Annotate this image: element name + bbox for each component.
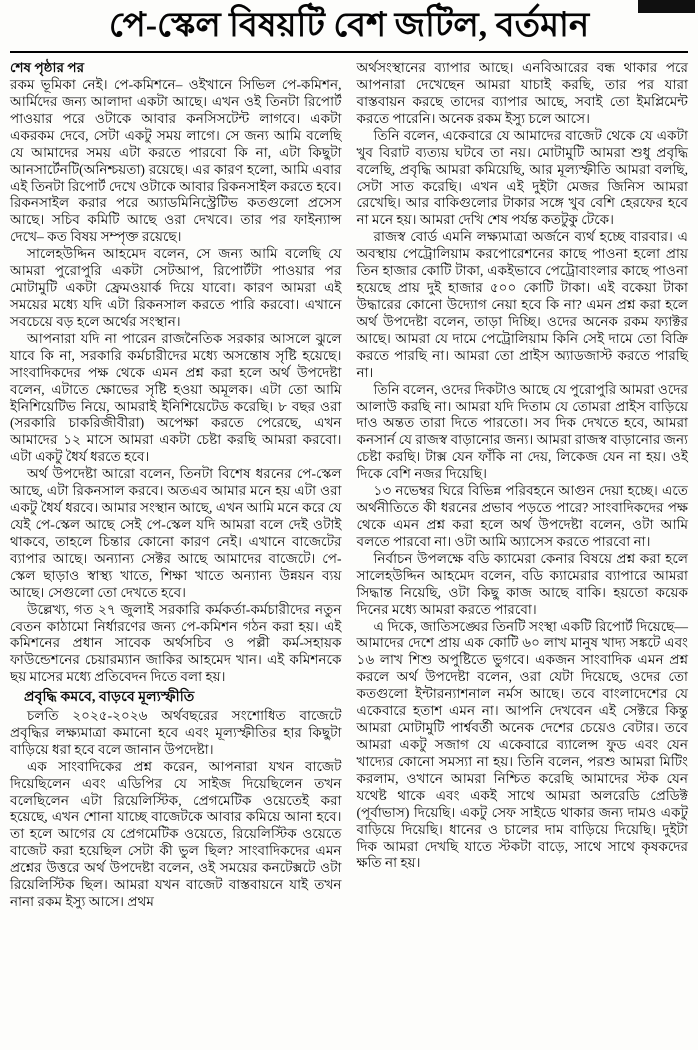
paragraph: রাজস্ব বোর্ড এমনি লক্ষ্যমাত্রা অর্জনে ব্যর্থ হচ্ছে বারবার। এ অবস্থায় পেট্রোলিয়াম করপোরেশনের কাছে পাওনা হলো প্রায় তিন হাজার কোটি টাকা, একইভাবে পেট্রোবাংলার কাছে পাওনা হয়েছে প্রায় দুই হাজার ৫০০ কোটি টাকা। এই বকেয়া টাকা উদ্ধারের কোনো উদ্যোগ নেয়া হবে কি না? এমন প্রশ্ন করা হলে অর্থ উপদেষ্টা বলেন, তাড়া দিচ্ছি। ওদের অনেক রকম ফ্যাক্টর আছে। আমরা যে দামে পেট্রোলিয়াম কিনি সেই দামে তো বিক্রি করতে পারছি না। আমরা তো প্রাইস অ্যাডজাস্ট করতে পারছি না। bbox=[356, 229, 688, 380]
article-body bbox=[10, 60, 688, 911]
section-subhead: প্রবৃদ্ধি কমবে, বাড়বে মূল্যস্ফীতি bbox=[24, 689, 195, 706]
paragraph: তিনি বলেন, ওদের দিকটাও আছে যে পুরোপুরি আমরা ওদের আলাউ করছি না। আমরা যদি দিতাম যে তোমরা প্রাইস বাড়িয়ে দাও অন্তত তারা দিতে পারতো। সব দিক দেখতে হবে, আমরা কনসার্ন যে রাজস্ব বাড়ানোর জন্য। আমরা রাজস্ব বাড়ানোর জন্য চেষ্টা করছি। টাক্স যেন ফাঁকি না দেয়, লিকেজ যেন না হয়। ওই দিকে বেশি নজর দিয়েছি। bbox=[356, 381, 688, 482]
masthead bbox=[10, 6, 688, 46]
left-column bbox=[10, 60, 342, 911]
paragraph: আপনারা যদি না পারেন রাজনৈতিক সরকার আসলে ঝুলে যাবে কি না, সরকারি কর্মচারীদের মধ্যে অসন্তোষ সৃষ্টি হয়েছে। সাংবাদিকদের পক্ষ থেকে এমন প্রশ্ন করা হলে অর্থ উপদেষ্টা বলেন, এটাতে ক্ষোভের সৃষ্টি হওয়া অমূলক। এটা তো আমি ইনিশিয়েটিভ নিয়ে, আমরাই ইনিশিয়েটেড করেছি। ৮ বছর ওরা (সরকারি চাকরিজীবীরা) অপেক্ষা করতে পেরেছে, এখন আমাদের ১২ মাসে আমরা একটা চেষ্টা করছি আমরা করবো। এটা একটু ধৈর্য ধরতে হবে। bbox=[10, 330, 342, 465]
paragraph: এ দিকে, জাতিসঙ্ঘের তিনটি সংস্থা একটি রিপোর্ট দিয়েছে— আমাদের দেশে প্রায় এক কোটি ৬০ লাখ মানুষ খাদ্য সঙ্কটে এবং ১৬ লাখ শিশু অপুষ্টিতে ভুগবে। একজন সাংবাদিক এমন প্রশ্ন করলে অর্থ উপদেষ্টা বলেন, ওরা যেটা দিয়েছে, ওদের তো কতগুলো ইন্টারন্যাশনাল নর্মস আছে। তবে বাংলাদেশের যে একেবারে হতাশ এমন না। আপনি দেখবেন এই সেক্টরে কিন্তু আমরা মোটামুটি পার্শ্ববর্তী অনেক দেশের চেয়েও বেটার। তবে আমরা একটু সজাগ যে একেবারে ব্যালেন্স ফুড এবং যেন খাদ্যের কোনো সমস্যা না হয়। তিনি বলেন, পরশু আমরা মিটিং করলাম, ওখানে আমরা নিশ্চিত করেছি আমাদের স্টক যেন যথেষ্ট থাকে এবং একই সাথে আমরা অলরেডি প্রেডিক্ট (পূর্বাভাস) দিয়েছি। একটু সেফ সাইডে থাকার জন্য দামও একটু বাড়িয়ে দিয়েছি। ধানের ও চালের দাম বাড়িয়ে দিয়েছি। দুইটা দিক আমরা দেখছি যাতে স্টকটা বাড়ে, সাথে সাথে কৃষকদের ক্ষতি না হয়। bbox=[356, 618, 688, 871]
paragraph: এক সাংবাদিকের প্রশ্ন করেন, আপনারা যখন বাজেট দিয়েছিলেন এবং এডিপির যে সাইজ দিয়েছিলেন তখন বলেছিলেন এটা রিয়েলিস্টিক, প্রেগমেটিক ওয়েতেই করা হয়েছে, এখন শোনা যাচ্ছে বাজেটকে আবার কমিয়ে আনা হবে। তা হলে আগের যে প্রেগমেটিক ওয়েতে, রিয়েলিস্টিক ওয়েতে বাজেট করা হয়েছিল সেটা কী ভুল ছিল? সাংবাদিকদের এমন প্রশ্নের উত্তরে অর্থ উপদেষ্টা বলেন, ওই সময়ের কনটেক্সটে ওটা রিয়েলিস্টিক ছিল। আমরা যখন বাজেট বাস্তবায়নে যাই তখন নানা রকম ইস্যু আসে। প্রথম bbox=[10, 758, 342, 910]
right-column bbox=[357, 60, 689, 911]
paragraph: উল্লেখ্য, গত ২৭ জুলাই সরকারি কর্মকর্তা-কর্মচারীদের নতুন বেতন কাঠামো নির্ধারণের জন্য পে-কমিশন গঠন করা হয়। এই কমিশনের প্রধান সাবেক অর্থসচিব ও পল্লী কর্ম-সহায়ক ফাউন্ডেশনের চেয়ারম্যান জাকির আহমেদ খান। এই কমিশনকে ছয় মাসের মধ্যে প্রতিবেদন দিতে বলা হয়। bbox=[10, 601, 342, 685]
headline-divider bbox=[10, 51, 688, 53]
paragraph: অর্থসংস্থানের ব্যাপার আছে। এনবিআরের বন্ধ থাকার পরে আপনারা দেখেছেন আমরা যাচাই করছি, তার পর যারা বাস্তবায়ন করছে তাদের ব্যাপার আছে, সবাই তো ইমপ্লিমেন্ট করতে পারেনি। অনেক রকম ইস্যু চলে আসে। bbox=[356, 60, 688, 126]
paragraph: ১৩ নভেম্বর ঘিরে বিভিন্ন পরিবহনে আগুন দেয়া হচ্ছে। এতে অর্থনীতিতে কী ধরনের প্রভাব পড়তে পারে? সাংবাদিকদের পক্ষ থেকে এমন প্রশ্ন করা হলে অর্থ উপদেষ্টা বলেন, ওটা আমি বলতে পারবো না। ওটা আমি অ্যাসেস করতে পারবো না। bbox=[356, 483, 688, 549]
paragraph: নির্বাচন উপলক্ষে বডি ক্যামেরা কেনার বিষয়ে প্রশ্ন করা হলে সালেহউদ্দিন আহমেদ বলেন, বডি ক্যামেরার ব্যাপারে আমরা সিদ্ধান্ত নিয়েছি, ওটা কিছু কাজ আছে বাকি। হয়তো কয়েক দিনের মধ্যে আমরা করতে পারবো। bbox=[356, 550, 688, 617]
corner-mark bbox=[638, 0, 695, 13]
paragraph: সালেহউদ্দিন আহমেদ বলেন, সে জন্য আমি বলেছি যে আমরা পুরোপুরি একটা সেটআপ, রিপোর্টটা পাওয়ার পর মোটামুটি একটা ফ্রেমওয়ার্ক দিয়ে যাবো। কারণ আমরা এই সময়ের মধ্যে যদি এটা রিকনসাল করতে পারি করবো। এখানে সবচেয়ে বড় হলে অর্থের সংস্থান। bbox=[10, 246, 342, 329]
paragraph: তিনি বলেন, একেবারে যে আমাদের বাজেট থেকে যে একটা খুব বিরাট ব্যত্যয় ঘটবে তা নয়। মোটামুটি আমরা শুধু প্রবৃদ্ধি বলেছি, প্রবৃদ্ধি আমরা কমিয়েছি, আর মূল্যস্ফীতি আমরা বলছি, সেটা সাত করেছি। এখন এই দুইটা মেজর জিনিস আমরা রেখেছি। আর বাকিগুলোর টাকার সঙ্গে খুব বেশি হেরফের হবে না মনে হয়। আমরা দেখি শেষ পর্যন্ত কতটুকু টেকে। bbox=[356, 127, 688, 228]
paragraph: রকম ভূমিকা নেই। পে-কমিশনে– ওইখানে সিভিল পে-কমিশন, আর্মিদের জন্য আলাদা একটা আছে। এখন ওই তিনটা রিপোর্ট পাওয়ার পরে ওটাকে আবার কনসিসটেন্ট লাগবে। একটা একরকম দেবে, সেটা একটু সময় লাগে। সে জন্য আমি বলেছি যে আমাদের সময় এটা করতে পারবো কি না, এটা কিছুটা আনসার্টেনটি(অনিশ্চয়তা) রয়েছে। এর কারণ হলো, আমি এবার এই তিনটা রিপোর্ট দেখে ওটাকে আবার রিকনসাইল করতে হবে। রিকনসাইল করার পরে অ্যাডমিনিস্ট্রেটিভ কতগুলো প্রসেস আছে। সচিব কমিটি আছে ওরা দেখবে। তার পর ফাইন্যান্স দেখে– কত বিষয় সম্পৃক্ত রয়েছে। bbox=[10, 77, 342, 245]
continuation-label: শেষ পৃষ্ঠার পর bbox=[10, 60, 85, 76]
paragraph: অর্থ উপদেষ্টা আরো বলেন, তিনটা বিশেষ ধরনের পে-স্কেল আছে, এটা রিকনসাল করবে। অতএব আমার মনে হয় এটা ওরা একটু ধৈর্য ধরবে। আমার সংস্থান আছে, এখন আমি মনে করে যে যেই পে-স্কেল আছে সেই পে-স্কেল যদি আমরা বলে দেই ওটাই থাকবে, তাহলে চিন্তার কোনো কারণ নেই। এখানে বাজেটের ব্যাপার আছে। অন্যান্য সেক্টর আছে আমাদের বাজেটে। পে-স্কেল ছাড়াও স্বাস্থ্য খাতে, শিক্ষা খাতে অন্যান্য উন্নয়ন ব্যয় আছে। সেগুলো তো দেখতে হবে। bbox=[10, 466, 342, 600]
article-headline: পে-স্কেল বিষয়টি বেশ জটিল, বর্তমান bbox=[108, 7, 590, 44]
paragraph: চলতি ২০২৫-২০২৬ অর্থবছরের সংশোধিত বাজেটে প্রবৃদ্ধির লক্ষ্যমাত্রা কমানো হবে এবং মূল্যস্ফীতির হার কিছুটা বাড়িয়ে ধরা হবে বলে জানান উপদেষ্টা। bbox=[10, 707, 342, 757]
